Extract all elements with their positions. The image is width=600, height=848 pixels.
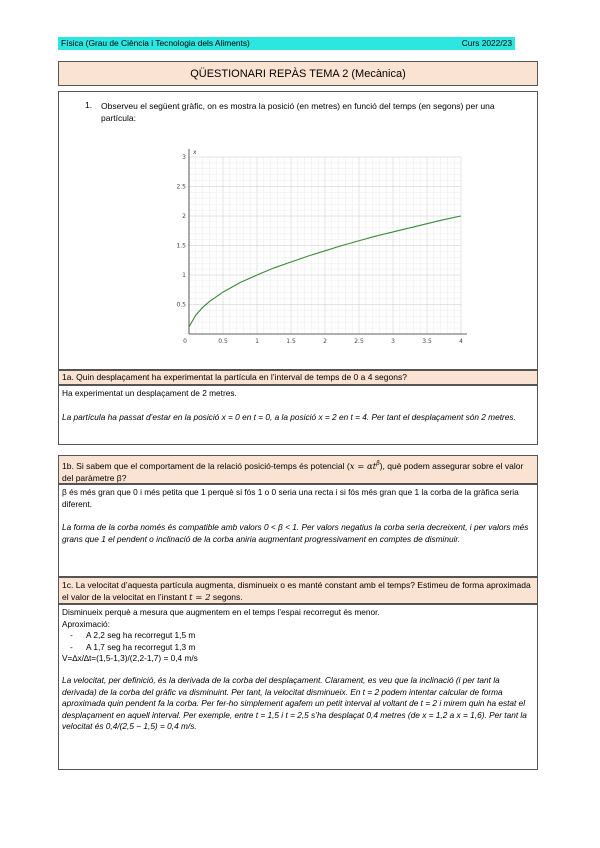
power-law-formula: x = αt: [349, 461, 377, 472]
approx-list: [62, 630, 534, 653]
position-time-chart: [176, 145, 479, 355]
x-tick-label: 4: [459, 338, 463, 345]
page-title: QÜESTIONARI REPÀS TEMA 2 (Mecànica): [58, 61, 538, 86]
x-tick-label: 2: [323, 338, 327, 345]
question-1a: 1a. Quin desplaçament ha experimentat la partícula en l’interval de temps de 0 a 4 segons?: [58, 370, 538, 385]
answer-1c: [58, 604, 538, 770]
course-year: Curs 2022/23: [461, 38, 512, 48]
y-tick-label: 1: [182, 272, 186, 279]
y-axis-label: x: [193, 149, 197, 156]
answer-1b-text: β és més gran que 0 i més petita que 1 perquè si fós 1 o 0 seria una recta i si fós més gran que 1 la corba de la gràfica seria diferent.: [62, 487, 519, 509]
x-tick-label: 2.5: [354, 338, 364, 345]
time-formula: t = 2: [189, 592, 211, 603]
answer-1a: [58, 385, 538, 445]
course-name: Física (Grau de Ciència i Tecnologia dels Aliments): [61, 38, 250, 48]
list-item: - A 1,7 seg ha recorregut 1,3 m: [86, 642, 534, 654]
x-tick-label: 1: [255, 338, 259, 345]
answer-1c-line2: Aproximació:: [62, 618, 110, 629]
answer-1c-explanation: La velocitat, per definició, és la derivada de la corba del desplaçament. Clarament, es veu que la inclinació (i per tant la derivada) de la corba del gràfic va disminuint. Per tant, la velocitat disminueix. En t = 2 podem intentar calcular de forma aproximada quin pendent fa la corba. Per fer-ho simplement agafem un petit interval al voltant de t = 2 i mirem quin ha estat el desplaçament en aquell interval. Per exemple, entre t = 1,5 i t = 2,5 s’ha desplaçat 0,4 metres (de x = 1,2 a x = 1,6). Per tant la velocitat és 0,4/(2,5 − 1,5) = 0,4 m/s.: [62, 674, 527, 732]
header-bar: [58, 37, 515, 50]
y-tick-label: 2: [182, 213, 186, 220]
question-1b-start: 1b. Si sabem que el comportament de la relació posició-temps és potencial (: [62, 460, 350, 471]
power-law-exponent: β: [376, 460, 380, 467]
y-tick-label: 0.5: [176, 301, 186, 309]
x-tick-label: 3: [391, 338, 395, 345]
answer-1b: [58, 484, 538, 577]
question-1b: [58, 455, 538, 484]
x-tick-label: 1.5: [286, 338, 296, 345]
answer-1a-explanation: La partícula ha passat d’estar en la posició x = 0 en t = 0, a la posició x = 2 en t = 4. Per tant el desplaçament són 2 metres.: [62, 411, 516, 422]
question-1-text: Observeu el següent gràfic, on es mostra la posició (en metres) en funció del temps (en segons) per una partícula:: [101, 101, 495, 123]
question-1c-start: 1c. La velocitat d’aquesta partícula augmenta, disminueix o es manté constant amb el temps? Estimeu de forma aproximada el valor de la velocitat en l’instant: [62, 580, 531, 602]
x-tick-label: 0: [183, 338, 187, 345]
question-1: [58, 91, 538, 370]
y-tick-label: 3: [182, 154, 186, 161]
answer-1b-explanation: La forma de la corba només és compatible amb valors 0 < β < 1. Per valors negatius la corba seria decreixent, i per valors més grans que 1 el pendent o inclinació de la corba aniria augmentant progressivament en comptes de disminuir.: [62, 522, 529, 544]
y-tick-label: 2.5: [176, 183, 186, 191]
question-1c-end: segons.: [212, 591, 243, 602]
question-number: 1.: [85, 100, 93, 110]
x-tick-label: 3.5: [422, 338, 432, 345]
answer-1c-line3: V=∆x/∆t=(1,5-1,3)/(2,2-1,7) = 0,4 m/s: [62, 653, 198, 664]
x-tick-label: 0.5: [218, 338, 228, 345]
question-1b-end: ), què podem assegurar sobre el valor del paràmetre β?: [62, 460, 524, 484]
question-1c: [58, 577, 538, 604]
list-item: - A 2,2 seg ha recorregut 1,5 m: [86, 630, 534, 642]
answer-1a-text: Ha experimentat un desplaçament de 2 metres.: [62, 388, 237, 398]
y-tick-label: 1.5: [176, 242, 186, 250]
answer-1c-line1: Disminueix perquè a mesura que augmentem en el temps l’espai recorregut és menor.: [62, 607, 380, 617]
